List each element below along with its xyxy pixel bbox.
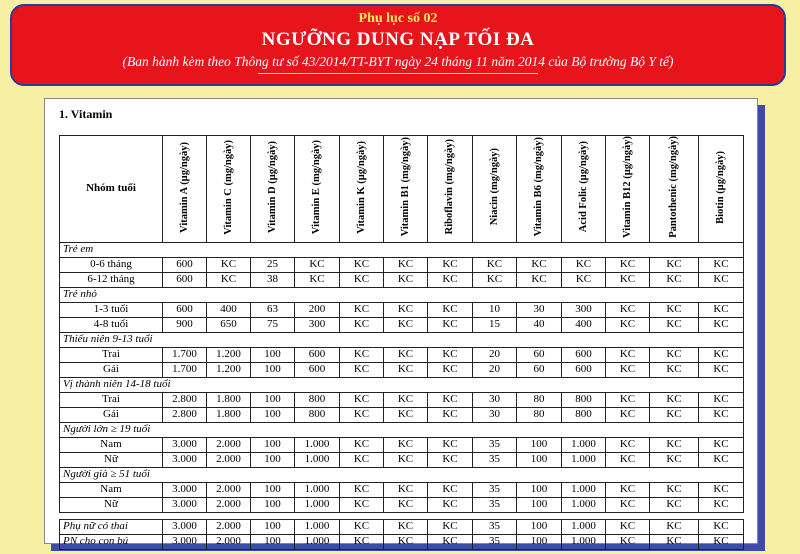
table-cell: KC	[384, 257, 428, 272]
age-label: Nam	[60, 437, 163, 452]
table-cell: 60	[517, 347, 562, 362]
table-cell: KC	[340, 519, 384, 534]
table-row	[60, 534, 744, 549]
divider	[258, 73, 538, 74]
table-cell: 2.000	[207, 452, 251, 467]
table-cell: KC	[650, 302, 699, 317]
table-cell: KC	[650, 407, 699, 422]
table-cell: KC	[699, 347, 744, 362]
table-cell: KC	[207, 257, 251, 272]
table-cell: KC	[473, 257, 517, 272]
table-cell: 1.000	[295, 437, 340, 452]
table-cell: 1.800	[207, 407, 251, 422]
table-cell: KC	[699, 272, 744, 287]
column-header	[295, 136, 340, 243]
table-row	[60, 302, 744, 317]
table-row	[60, 272, 744, 287]
table-cell: KC	[384, 519, 428, 534]
table-cell: 80	[517, 392, 562, 407]
column-header	[517, 136, 562, 243]
age-label: Nữ	[60, 452, 163, 467]
table-cell: KC	[699, 519, 744, 534]
table-cell: KC	[340, 437, 384, 452]
table-cell: 1.000	[295, 534, 340, 549]
table-cell: KC	[650, 437, 699, 452]
table-cell: 35	[473, 482, 517, 497]
table-cell: 63	[251, 302, 295, 317]
table-row	[60, 347, 744, 362]
table-cell: 100	[517, 534, 562, 549]
table-cell: KC	[340, 272, 384, 287]
table-cell: KC	[384, 437, 428, 452]
table-cell: KC	[650, 272, 699, 287]
table-cell: KC	[699, 437, 744, 452]
column-header	[163, 136, 207, 243]
age-label: Gái	[60, 407, 163, 422]
group-row	[60, 422, 744, 437]
column-header	[207, 136, 251, 243]
group-row	[60, 332, 744, 347]
group-row	[60, 467, 744, 482]
table-cell: 100	[517, 437, 562, 452]
table-cell: KC	[340, 407, 384, 422]
column-header-label: Vitamin C (mg/ngày)	[222, 139, 234, 235]
table-cell: KC	[606, 392, 650, 407]
table-cell: KC	[340, 497, 384, 512]
table-cell: KC	[428, 272, 473, 287]
table-cell: 35	[473, 519, 517, 534]
table-cell: KC	[384, 452, 428, 467]
table-cell: KC	[384, 534, 428, 549]
column-header-label: Vitamin D (µg/ngày)	[266, 140, 278, 233]
table-cell: KC	[384, 302, 428, 317]
table-cell: 100	[251, 482, 295, 497]
table-cell: KC	[340, 257, 384, 272]
table-cell: KC	[699, 452, 744, 467]
table-cell: 35	[473, 534, 517, 549]
age-label: 4-8 tuổi	[60, 317, 163, 332]
table-cell: KC	[340, 317, 384, 332]
table-cell: 100	[517, 482, 562, 497]
table-cell: KC	[606, 362, 650, 377]
group-label: Người lớn ≥ 19 tuổi	[60, 422, 744, 437]
table-row	[60, 407, 744, 422]
spacer-row	[60, 512, 744, 519]
age-label: 6-12 tháng	[60, 272, 163, 287]
table-cell: KC	[384, 347, 428, 362]
table-cell: KC	[428, 497, 473, 512]
table-cell: 1.000	[295, 452, 340, 467]
table-cell: KC	[428, 519, 473, 534]
table-cell: 3.000	[163, 452, 207, 467]
group-label: Thiếu niên 9-13 tuổi	[60, 332, 744, 347]
table-cell: KC	[699, 392, 744, 407]
table-cell: 800	[562, 407, 606, 422]
table-cell: 3.000	[163, 482, 207, 497]
table-cell: KC	[606, 437, 650, 452]
table-cell: KC	[340, 534, 384, 549]
age-label: PN cho con bú	[60, 534, 163, 549]
group-row	[60, 287, 744, 302]
table-row	[60, 437, 744, 452]
table-cell: 100	[251, 519, 295, 534]
column-header-label: Vitamin A (µg/ngày)	[178, 141, 190, 233]
table-cell: 100	[251, 437, 295, 452]
table-cell: 1.000	[295, 482, 340, 497]
table-cell: KC	[606, 497, 650, 512]
table-cell: 100	[251, 497, 295, 512]
table-cell: 2.000	[207, 497, 251, 512]
table-cell: KC	[699, 534, 744, 549]
table-cell: 1.000	[295, 497, 340, 512]
column-header-label: Vitamin B6 (mg/ngày)	[533, 137, 544, 237]
table-cell: KC	[428, 452, 473, 467]
table-cell: 1.000	[562, 452, 606, 467]
table-cell: 80	[517, 407, 562, 422]
table-cell: 2.800	[163, 392, 207, 407]
column-header	[473, 136, 517, 243]
table-cell: 100	[251, 362, 295, 377]
group-row	[60, 242, 744, 257]
table-cell: 30	[473, 392, 517, 407]
table-cell: 3.000	[163, 497, 207, 512]
table-cell: 30	[473, 407, 517, 422]
table-cell: KC	[428, 257, 473, 272]
table-cell: 20	[473, 362, 517, 377]
group-label: Người già ≥ 51 tuổi	[60, 467, 744, 482]
table-cell: KC	[384, 497, 428, 512]
table-cell: 600	[163, 272, 207, 287]
table-cell: 2.000	[207, 437, 251, 452]
table-cell: 300	[295, 317, 340, 332]
table-cell: 600	[562, 362, 606, 377]
column-header-label: Vitamin E (mg/ngày)	[311, 139, 322, 235]
column-header-label: Acid Folic (µg/ngày)	[577, 141, 589, 233]
column-header-label: Niacin (mg/ngày)	[488, 148, 500, 226]
age-label: Trai	[60, 347, 163, 362]
table-row	[60, 362, 744, 377]
table-cell: KC	[517, 257, 562, 272]
table-cell: 600	[295, 347, 340, 362]
age-label: Trai	[60, 392, 163, 407]
table-cell: 2.000	[207, 534, 251, 549]
table-cell: 600	[163, 257, 207, 272]
column-header	[251, 136, 295, 243]
table-cell: KC	[384, 317, 428, 332]
table-cell: KC	[606, 482, 650, 497]
table-cell: KC	[699, 497, 744, 512]
column-header-label: Vitamin B1 (mg/ngày)	[399, 137, 411, 237]
table-cell: KC	[650, 482, 699, 497]
table-cell: KC	[295, 272, 340, 287]
table-cell: KC	[699, 257, 744, 272]
table-cell: 600	[295, 362, 340, 377]
table-row	[60, 392, 744, 407]
table-cell: KC	[428, 302, 473, 317]
table-cell: 100	[251, 534, 295, 549]
table-cell: KC	[606, 272, 650, 287]
table-cell: KC	[340, 392, 384, 407]
table-cell: 25	[251, 257, 295, 272]
table-cell: KC	[384, 482, 428, 497]
column-header-label: Biotin (µg/ngày)	[715, 150, 726, 224]
table-cell: 650	[207, 317, 251, 332]
table-cell: 1.000	[562, 437, 606, 452]
table-cell: KC	[340, 452, 384, 467]
table-cell: KC	[606, 519, 650, 534]
vitamin-table	[59, 135, 744, 550]
table-cell: KC	[340, 302, 384, 317]
table-cell: 100	[517, 519, 562, 534]
table-cell: 20	[473, 347, 517, 362]
table-row	[60, 317, 744, 332]
table-cell: KC	[606, 302, 650, 317]
group-label: Trẻ em	[60, 242, 744, 257]
table-cell: 2.800	[163, 407, 207, 422]
age-label: 1-3 tuổi	[60, 302, 163, 317]
table-cell: 800	[295, 407, 340, 422]
column-header-label: Riboflavin (mg/ngày)	[444, 139, 455, 235]
page-title: NGƯỠNG DUNG NẠP TỐI ĐA	[261, 29, 535, 50]
table-cell: 800	[295, 392, 340, 407]
table-cell: 75	[251, 317, 295, 332]
document-sheet	[44, 98, 758, 548]
table-cell: 100	[517, 497, 562, 512]
column-header-label: Vitamin K (µg/ngày)	[355, 140, 367, 234]
table-cell: KC	[428, 362, 473, 377]
table-cell: 1.000	[562, 482, 606, 497]
group-label: Vị thành niên 14-18 tuổi	[60, 377, 744, 392]
table-cell: KC	[699, 302, 744, 317]
age-label: Phụ nữ có thai	[60, 519, 163, 534]
table-cell: KC	[650, 452, 699, 467]
table-cell: KC	[650, 347, 699, 362]
age-group-header: Nhóm tuổi	[60, 136, 163, 243]
age-label: Nữ	[60, 497, 163, 512]
column-header	[562, 136, 606, 243]
group-label: Trẻ nhỏ	[60, 287, 744, 302]
table-cell: KC	[207, 272, 251, 287]
table-cell: KC	[606, 257, 650, 272]
table-cell: KC	[606, 534, 650, 549]
table-cell: KC	[606, 407, 650, 422]
table-cell: KC	[699, 482, 744, 497]
table-cell: KC	[384, 272, 428, 287]
table-cell: 40	[517, 317, 562, 332]
appendix-number: Phụ lục số 02	[358, 11, 438, 26]
table-cell: 2.000	[207, 482, 251, 497]
table-cell: KC	[473, 272, 517, 287]
table-cell: 35	[473, 497, 517, 512]
table-cell: 300	[562, 302, 606, 317]
table-cell: 60	[517, 362, 562, 377]
table-cell: KC	[699, 362, 744, 377]
table-row	[60, 497, 744, 512]
age-label: Nam	[60, 482, 163, 497]
table-cell: 600	[163, 302, 207, 317]
column-header	[384, 136, 428, 243]
column-header-label: Vitamin B12 (µg/ngày)	[621, 136, 633, 238]
table-cell: 400	[207, 302, 251, 317]
table-cell: 3.000	[163, 519, 207, 534]
table-cell: KC	[340, 362, 384, 377]
table-cell: 1.000	[562, 534, 606, 549]
table-cell: KC	[650, 257, 699, 272]
column-header	[606, 136, 650, 243]
table-cell: KC	[384, 407, 428, 422]
table-cell: 1.800	[207, 392, 251, 407]
table-cell: 1.700	[163, 347, 207, 362]
table-cell: KC	[650, 392, 699, 407]
column-header	[650, 136, 699, 243]
table-cell: KC	[699, 407, 744, 422]
table-cell: KC	[650, 317, 699, 332]
age-label: 0-6 tháng	[60, 257, 163, 272]
table-cell: KC	[428, 347, 473, 362]
table-cell: KC	[606, 347, 650, 362]
table-header-row	[60, 136, 744, 243]
table-cell: 100	[251, 452, 295, 467]
table-row	[60, 482, 744, 497]
table-cell: KC	[650, 534, 699, 549]
table-cell: KC	[340, 482, 384, 497]
table-cell: KC	[562, 272, 606, 287]
table-cell: 38	[251, 272, 295, 287]
table-cell: 100	[251, 392, 295, 407]
table-cell: 1.200	[207, 347, 251, 362]
table-cell: KC	[428, 534, 473, 549]
column-header	[699, 136, 744, 243]
issuance-note: (Ban hành kèm theo Thông tư số 43/2014/TT-BYT ngày 24 tháng 11 năm 2014 của Bộ trưởng Bộ Y tế)	[122, 54, 674, 69]
table-cell: 1.000	[295, 519, 340, 534]
table-cell: 800	[562, 392, 606, 407]
table-cell: KC	[384, 392, 428, 407]
table-cell: KC	[428, 407, 473, 422]
table-cell: 10	[473, 302, 517, 317]
table-cell: KC	[428, 392, 473, 407]
table-cell: KC	[295, 257, 340, 272]
table-cell: KC	[428, 437, 473, 452]
table-cell: KC	[428, 317, 473, 332]
table-cell: KC	[606, 452, 650, 467]
age-label: Gái	[60, 362, 163, 377]
column-header-label: Pantothenic (mg/ngày)	[668, 136, 679, 238]
table-cell: 35	[473, 437, 517, 452]
table-cell: KC	[650, 519, 699, 534]
table-cell: 1.200	[207, 362, 251, 377]
table-cell: 100	[251, 407, 295, 422]
table-cell: KC	[517, 272, 562, 287]
spacer-cell	[60, 512, 744, 519]
table-cell: KC	[650, 497, 699, 512]
table-cell: 200	[295, 302, 340, 317]
column-header	[428, 136, 473, 243]
table-cell: KC	[384, 362, 428, 377]
table-cell: 600	[562, 347, 606, 362]
table-cell: KC	[699, 317, 744, 332]
table-cell: 1.700	[163, 362, 207, 377]
section-title: 1. Vitamin	[59, 107, 113, 121]
table-cell: 3.000	[163, 534, 207, 549]
table-cell: 30	[517, 302, 562, 317]
table-body	[60, 242, 744, 549]
table-cell: 35	[473, 452, 517, 467]
table-cell: 1.000	[562, 519, 606, 534]
table-cell: KC	[428, 482, 473, 497]
column-header	[340, 136, 384, 243]
table-cell: KC	[606, 317, 650, 332]
table-cell: KC	[340, 347, 384, 362]
table-cell: 1.000	[562, 497, 606, 512]
table-row	[60, 519, 744, 534]
table-cell: 400	[562, 317, 606, 332]
table-cell: 3.000	[163, 437, 207, 452]
table-cell: KC	[650, 362, 699, 377]
table-cell: 100	[517, 452, 562, 467]
group-row	[60, 377, 744, 392]
table-cell: 100	[251, 347, 295, 362]
table-cell: 2.000	[207, 519, 251, 534]
table-row	[60, 452, 744, 467]
title-banner	[10, 4, 786, 86]
table-cell: 900	[163, 317, 207, 332]
table-cell: KC	[562, 257, 606, 272]
table-cell: 15	[473, 317, 517, 332]
table-row	[60, 257, 744, 272]
